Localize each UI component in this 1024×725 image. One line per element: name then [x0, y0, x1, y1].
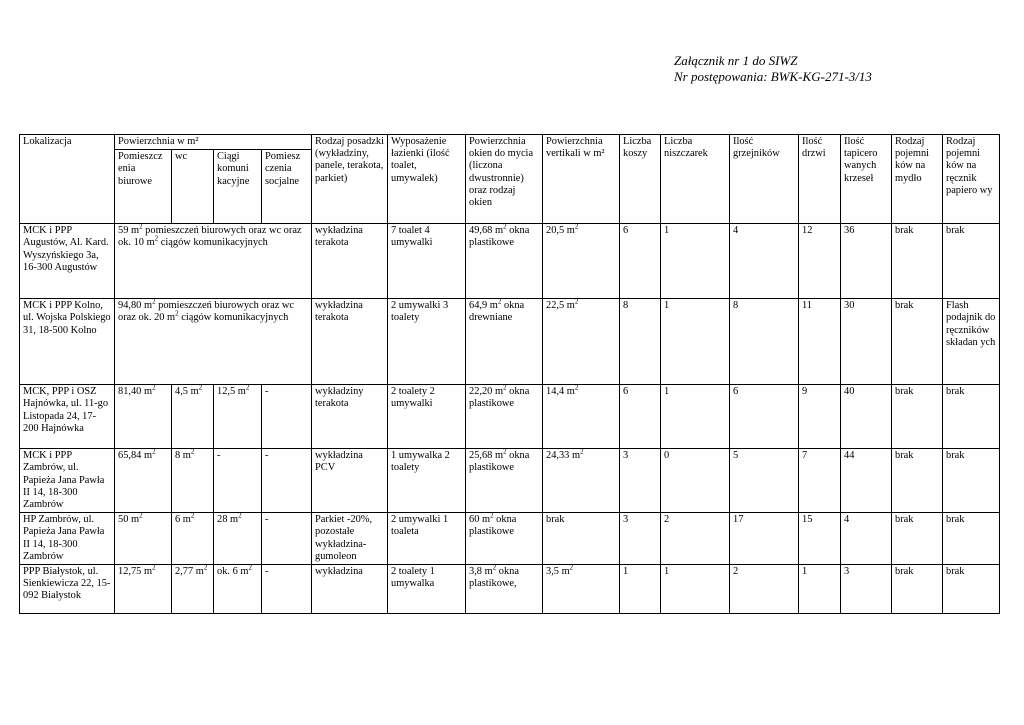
- cell-okna: 22,20 $m^2$ okna plastikowe: [466, 385, 543, 449]
- cell-niszczarki: 1: [661, 385, 730, 449]
- cell-wyposazenie: 2 umywalki 3 toalety: [388, 299, 466, 385]
- cell-krzesla: 40: [841, 385, 892, 449]
- cell-krzesla: 4: [841, 513, 892, 565]
- table-row: [20, 299, 1000, 385]
- cell-kosze: 3: [620, 513, 661, 565]
- cell-wertykale: brak: [543, 513, 620, 565]
- cell-recznik: brak: [943, 565, 1000, 614]
- cell-okna: 49,68 $m^2$ okna plastikowe: [466, 224, 543, 299]
- header-ciagi: Ciągi komuni kacyjne: [214, 150, 262, 224]
- cell-lokalizacja: PPP Białystok, ul. Sienkiewicza 22, 15-092 Białystok: [20, 565, 115, 614]
- cell-posadzka: wykładziny terakota: [312, 385, 388, 449]
- cell-socjalne: -: [262, 385, 312, 449]
- cell-posadzka: Parkiet -20%, pozostałe wykładzina-gumoleon: [312, 513, 388, 565]
- attachment-title: Załącznik nr 1 do SIWZ: [674, 53, 798, 68]
- procedure-number: Nr postępowania: BWK-KG-271-3/13: [674, 69, 872, 84]
- cell-krzesla: 36: [841, 224, 892, 299]
- cell-biurowe: 65,84 $m^2$: [115, 449, 172, 513]
- table-row: [20, 565, 1000, 614]
- cell-wyposazenie: 7 toalet 4 umywalki: [388, 224, 466, 299]
- cell-socjalne: -: [262, 513, 312, 565]
- cell-ciagi: 12,5 $m^2$: [214, 385, 262, 449]
- cell-kosze: 8: [620, 299, 661, 385]
- header-grzejniki: Ilość grzejników: [730, 135, 799, 224]
- cell-ciagi: -: [214, 449, 262, 513]
- facilities-table: [19, 134, 1000, 614]
- cell-mydlo: brak: [892, 224, 943, 299]
- cell-niszczarki: 1: [661, 565, 730, 614]
- cell-mydlo: brak: [892, 513, 943, 565]
- cell-lokalizacja: MCK, PPP i OSZ Hajnówka, ul. 11-go Listopada 24, 17-200 Hajnówka: [20, 385, 115, 449]
- header-row-1: [20, 135, 1000, 150]
- header-wertykale: Powierzchnia vertikali w m²: [543, 135, 620, 224]
- cell-wyposazenie: 2 toalety 2 umywalki: [388, 385, 466, 449]
- cell-recznik: brak: [943, 449, 1000, 513]
- cell-drzwi: 12: [799, 224, 841, 299]
- cell-lokalizacja: HP Zambrów, ul. Papieża Jana Pawła II 14, 18-300 Zambrów: [20, 513, 115, 565]
- cell-wertykale: 3,5 $m^2$: [543, 565, 620, 614]
- table-row: [20, 449, 1000, 513]
- cell-okna: 3,8 $m^2$ okna plastikowe,: [466, 565, 543, 614]
- cell-kosze: 6: [620, 224, 661, 299]
- cell-niszczarki: 1: [661, 224, 730, 299]
- cell-drzwi: 7: [799, 449, 841, 513]
- cell-grzejniki: 6: [730, 385, 799, 449]
- document-header: [674, 53, 872, 85]
- header-drzwi: Ilość drzwi: [799, 135, 841, 224]
- cell-wertykale: 22,5 $m^2$: [543, 299, 620, 385]
- cell-grzejniki: 4: [730, 224, 799, 299]
- cell-socjalne: -: [262, 565, 312, 614]
- cell-wertykale: 24,33 $m^2$: [543, 449, 620, 513]
- cell-drzwi: 11: [799, 299, 841, 385]
- cell-kosze: 6: [620, 385, 661, 449]
- cell-grzejniki: 8: [730, 299, 799, 385]
- cell-lokalizacja: MCK i PPP Kolno, ul. Wojska Polskiego 31, 18-500 Kolno: [20, 299, 115, 385]
- cell-powierzchnia-opis: 59 $m^2$ pomieszczeń biurowych oraz wc oraz ok. 10 $m^2$ ciągów komunikacyjnych: [115, 224, 312, 299]
- cell-niszczarki: 0: [661, 449, 730, 513]
- header-wyposazenie: Wyposażenie łazienki (ilość toalet, umywalek): [388, 135, 466, 224]
- cell-grzejniki: 17: [730, 513, 799, 565]
- cell-kosze: 1: [620, 565, 661, 614]
- cell-mydlo: brak: [892, 449, 943, 513]
- header-niszczarki: Liczba niszczarek: [661, 135, 730, 224]
- cell-okna: 60 $m^2$ okna plastikowe: [466, 513, 543, 565]
- header-mydlo: Rodzaj pojemni ków na mydło: [892, 135, 943, 224]
- cell-powierzchnia-opis: 94,80 $m^2$ pomieszczeń biurowych oraz wc oraz ok. 20 $m^2$ ciągów komunikacyjnych: [115, 299, 312, 385]
- cell-mydlo: brak: [892, 565, 943, 614]
- cell-wertykale: 14,4 $m^2$: [543, 385, 620, 449]
- cell-mydlo: brak: [892, 385, 943, 449]
- table-row: [20, 513, 1000, 565]
- cell-okna: 64,9 $m^2$ okna drewniane: [466, 299, 543, 385]
- cell-ciagi: 28 $m^2$: [214, 513, 262, 565]
- cell-grzejniki: 5: [730, 449, 799, 513]
- cell-posadzka: wykładzina terakota: [312, 299, 388, 385]
- cell-lokalizacja: MCK i PPP Zambrów, ul. Papieża Jana Pawła II 14, 18-300 Zambrów: [20, 449, 115, 513]
- cell-wyposazenie: 1 umywalka 2 toalety: [388, 449, 466, 513]
- cell-wc: 6 $m^2$: [172, 513, 214, 565]
- cell-krzesla: 30: [841, 299, 892, 385]
- cell-wc: 4,5 $m^2$: [172, 385, 214, 449]
- header-powierzchnia: Powierzchnia w m²: [115, 135, 312, 150]
- cell-ciagi: ok. 6 $m^2$: [214, 565, 262, 614]
- cell-okna: 25,68 $m^2$ okna plastikowe: [466, 449, 543, 513]
- cell-grzejniki: 2: [730, 565, 799, 614]
- header-okna: Powierzchnia okien do mycia (liczona dwustronnie) oraz rodzaj okien: [466, 135, 543, 224]
- cell-recznik: Flash podajnik do ręczników składan ych: [943, 299, 1000, 385]
- header-kosze: Liczba koszy: [620, 135, 661, 224]
- header-socjalne: Pomiesz czenia socjalne: [262, 150, 312, 224]
- cell-recznik: brak: [943, 513, 1000, 565]
- header-recznik: Rodzaj pojemni ków na ręcznik papiero wy: [943, 135, 1000, 224]
- cell-drzwi: 9: [799, 385, 841, 449]
- cell-niszczarki: 1: [661, 299, 730, 385]
- cell-posadzka: wykładzina: [312, 565, 388, 614]
- cell-recznik: brak: [943, 224, 1000, 299]
- cell-mydlo: brak: [892, 299, 943, 385]
- cell-krzesla: 44: [841, 449, 892, 513]
- cell-socjalne: -: [262, 449, 312, 513]
- cell-recznik: brak: [943, 385, 1000, 449]
- cell-krzesla: 3: [841, 565, 892, 614]
- table-row: [20, 385, 1000, 449]
- header-krzesla: Ilość tapicero wanych krzeseł: [841, 135, 892, 224]
- cell-kosze: 3: [620, 449, 661, 513]
- table-body: [20, 224, 1000, 614]
- cell-biurowe: 81,40 $m^2$: [115, 385, 172, 449]
- cell-niszczarki: 2: [661, 513, 730, 565]
- header-posadzka: Rodzaj posadzki (wykładziny, panele, terakota, parkiet): [312, 135, 388, 224]
- cell-posadzka: wykładzina PCV: [312, 449, 388, 513]
- cell-biurowe: 50 $m^2$: [115, 513, 172, 565]
- cell-lokalizacja: MCK i PPP Augustów, Al. Kard. Wyszyńskiego 3a, 16-300 Augustów: [20, 224, 115, 299]
- cell-drzwi: 1: [799, 565, 841, 614]
- cell-wc: 2,77 $m^2$: [172, 565, 214, 614]
- cell-wertykale: 20,5 $m^2$: [543, 224, 620, 299]
- header-pom-biurowe: Pomieszcz enia biurowe: [115, 150, 172, 224]
- header-lokalizacja: Lokalizacja: [20, 135, 115, 224]
- cell-wyposazenie: 2 umywalki 1 toaleta: [388, 513, 466, 565]
- header-wc: wc: [172, 150, 214, 224]
- cell-posadzka: wykładzina terakota: [312, 224, 388, 299]
- cell-biurowe: 12,75 $m^2$: [115, 565, 172, 614]
- table-row: [20, 224, 1000, 299]
- cell-wc: 8 $m^2$: [172, 449, 214, 513]
- cell-wyposazenie: 2 toalety 1 umywalka: [388, 565, 466, 614]
- cell-drzwi: 15: [799, 513, 841, 565]
